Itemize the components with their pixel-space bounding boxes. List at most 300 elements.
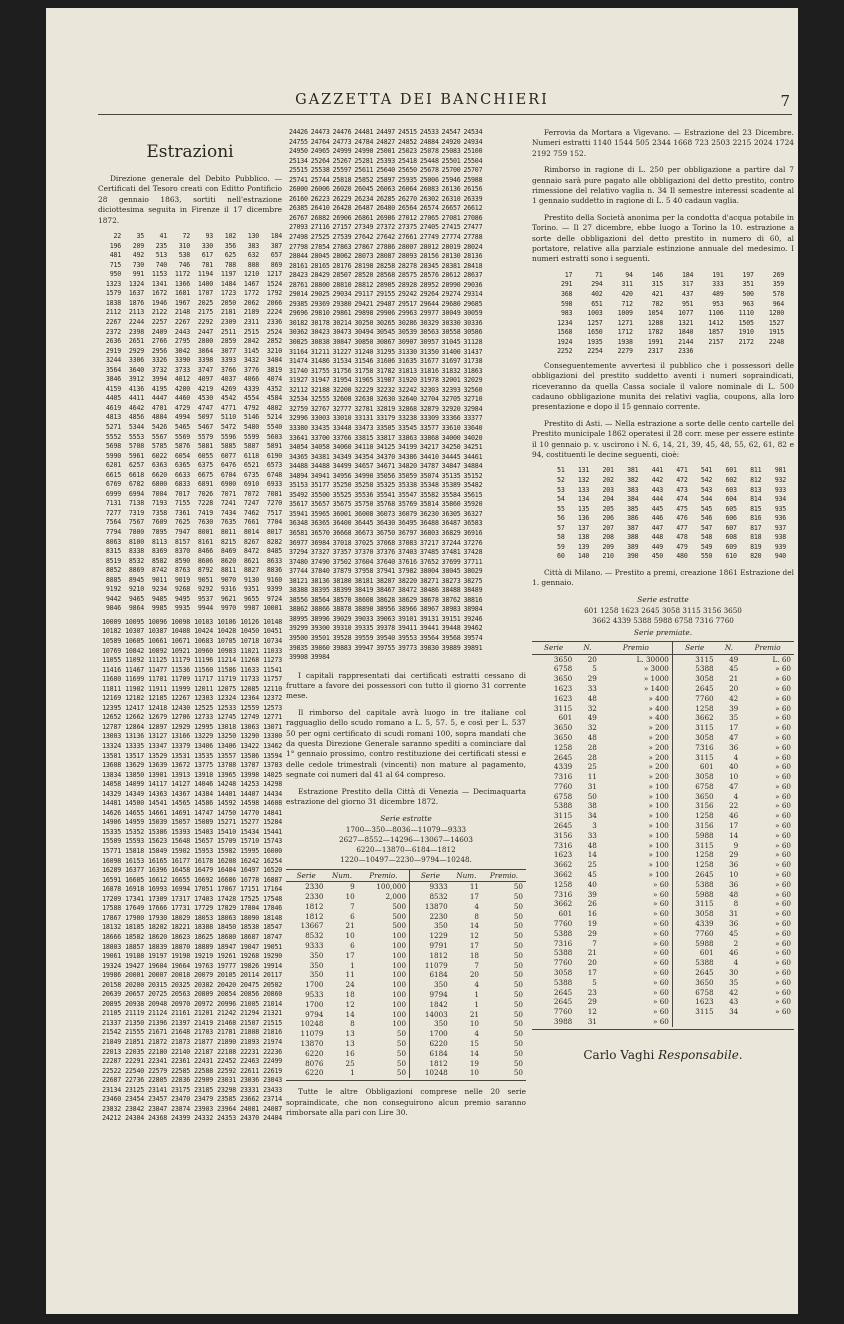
certificate-row	[98, 385, 282, 395]
certificate-number: 14046	[194, 780, 213, 789]
certificate-number: 33700	[310, 433, 330, 442]
certificate-number: 37604	[354, 557, 374, 566]
certificate-number: 16484	[217, 866, 236, 875]
certificate-number: 16396	[148, 866, 167, 875]
milano-prize-row	[532, 694, 794, 704]
milano-series-line: 601 1258 1623 2645 3058 3115 3156 3650	[584, 605, 742, 615]
venezia-prize-cell: 18	[345, 990, 355, 1000]
venezia-prize-cell: 50	[513, 999, 523, 1009]
certificate-number: 30329	[419, 318, 439, 327]
venezia-prize-row	[286, 1000, 526, 1010]
certificate-number: 31240	[354, 347, 374, 356]
certificate-number: 34199	[398, 443, 417, 452]
certificate-number: 130	[247, 232, 259, 241]
certificate-number: 37327	[310, 548, 330, 557]
certificate-number: 34000	[441, 433, 461, 442]
certificate-number: 29977	[419, 309, 439, 318]
certificate-number: 22013	[102, 1047, 121, 1056]
certificate-number: 20972	[194, 999, 213, 1008]
certificate-row	[98, 394, 282, 404]
asti-number: 546	[700, 514, 713, 523]
certificate-number: 14691	[171, 808, 190, 817]
venezia-prize-cell: 100	[392, 980, 407, 990]
torino-number: 598	[560, 299, 573, 308]
milano-prize-cell: 2645	[672, 968, 716, 978]
certificate-number: 15593	[125, 837, 144, 846]
certificate-number: 32630	[354, 395, 374, 404]
certificate-number: 5465	[174, 422, 190, 431]
certificate-number: 16918	[125, 885, 144, 894]
certificate-number: 5708	[128, 442, 144, 451]
asti-number: 446	[651, 514, 663, 523]
milano-notice: Città di Milano. — Prestito a premi, creazione 1861 Estrazione del 1. gennaio.	[532, 567, 794, 588]
certificate-row	[98, 790, 282, 800]
milano-prize-cell: 35	[729, 977, 739, 987]
certificate-number: 15982	[217, 847, 236, 856]
venezia-prize-cell: 14	[469, 1048, 479, 1058]
certificate-row	[286, 567, 526, 577]
torino-number: 951	[681, 299, 694, 308]
torino-number: 1110	[738, 309, 754, 318]
certificate-number: 8113	[151, 537, 167, 546]
certificate-number: 15818	[125, 847, 144, 856]
certificate-number: 33641	[288, 433, 308, 442]
certificate-number: 9944	[197, 604, 213, 613]
certificate-number: 3846	[105, 375, 121, 384]
certificate-number: 24426	[288, 128, 308, 136]
certificate-number: 32188	[310, 385, 330, 394]
certificate-row	[98, 904, 282, 914]
certificate-number: 5472	[220, 422, 236, 431]
certificate-number: 34058	[310, 443, 330, 452]
certificate-number: 12364	[240, 694, 259, 703]
venezia-prize-cell: 50	[513, 1029, 523, 1039]
milano-prize-cell: 28	[587, 742, 597, 752]
certificate-number: 8885	[105, 575, 121, 584]
certificate-number: 35250	[332, 481, 352, 490]
certificate-number: 8945	[128, 575, 144, 584]
debito-pubblico-intro: Direzione generale del Debito Pubblico. — Certificati del Tesoro creati con Editto Pontificio 28 gennaio 1863, sortiti nell'estrazione diciottesima seguita in Firenze il 17 dicembre 1872.	[98, 174, 282, 225]
certificate-number: 32704	[419, 395, 439, 404]
certificate-number: 3064	[197, 346, 213, 355]
certificate-row	[286, 243, 526, 253]
certificate-number: 37083	[398, 538, 417, 547]
certificate-row	[286, 319, 526, 329]
certificate-number: 25001	[376, 147, 396, 156]
certificate-number: 1792	[266, 289, 282, 298]
milano-prize-cell: » 60	[653, 1007, 669, 1017]
milano-prize-cell: 20	[587, 958, 597, 968]
milano-prize-cell: 5388	[553, 948, 573, 958]
certificate-number: 13018	[217, 722, 236, 731]
certificate-number: 17548	[263, 894, 282, 903]
certificate-number: 7800	[128, 527, 144, 536]
certificate-number: 9399	[266, 585, 282, 594]
certificate-number: 36079	[398, 509, 417, 518]
milano-prize-cell: 2	[733, 938, 739, 948]
milano-prize-cell: 28	[587, 752, 597, 762]
certificate-number: 30539	[398, 328, 417, 337]
certificate-number: 23134	[102, 1085, 121, 1094]
certificate-number: 12011	[194, 684, 213, 693]
certificate-number: 18870	[171, 942, 190, 951]
certificate-number: 15902	[171, 847, 190, 856]
milano-prize-cell: 3058	[553, 968, 573, 978]
certificate-number: 513	[155, 251, 167, 260]
certificate-number: 19777	[217, 961, 236, 970]
certificate-number: 9070	[220, 575, 236, 584]
certificate-number: 2066	[266, 298, 282, 307]
milano-prize-cell: L. 30000	[636, 654, 669, 664]
certificate-number: 22588	[194, 1066, 213, 1075]
torino-number: 500	[742, 289, 754, 298]
certificate-number: 20502	[263, 980, 282, 989]
certificate-number: 23298	[217, 1085, 236, 1094]
certificate-row	[286, 605, 526, 615]
certificate-number: 38556	[288, 595, 308, 604]
certificate-row	[98, 289, 282, 299]
certificate-number: 16178	[194, 856, 213, 865]
torino-number: 1857	[708, 328, 724, 337]
milano-prize-cell: 2645	[553, 987, 573, 997]
certificate-number: 13629	[125, 761, 144, 770]
certificate-row	[286, 644, 526, 654]
certificate-number: 24547	[441, 128, 461, 136]
certificate-number: 6365	[174, 461, 190, 470]
certificate-number: 6620	[151, 470, 167, 479]
certificate-number: 4066	[243, 375, 259, 384]
certificate-number: 32640	[398, 395, 417, 404]
certificate-number: 6363	[151, 461, 167, 470]
certificate-number: 7704	[266, 518, 282, 527]
certificate-number: 20475	[240, 980, 259, 989]
certificate-number: 18666	[102, 932, 121, 941]
certificate-number: 20657	[125, 990, 144, 999]
venezia-prize-cell: 6220	[305, 1048, 324, 1058]
certificate-number: 8869	[128, 566, 144, 575]
milano-prize-cell: 7760	[672, 929, 716, 939]
certificate-number: 28761	[288, 280, 308, 289]
certificate-number: 25597	[332, 166, 352, 175]
certificate-number: 35525	[332, 490, 352, 499]
certificate-number: 16612	[148, 875, 167, 884]
certificate-number: 2311	[243, 317, 259, 326]
certificate-number: 8315	[105, 547, 121, 556]
certificate-number: 22341	[148, 1057, 167, 1066]
asti-number: 386	[627, 514, 639, 523]
certificate-number: 17900	[125, 913, 144, 922]
milano-prize-cell: 36	[729, 919, 739, 929]
certificate-number: 4269	[220, 384, 236, 393]
certificate-number: 2372	[105, 327, 121, 336]
certificate-number: 21350	[125, 1018, 144, 1027]
milano-prize-cell: 7316	[553, 840, 573, 850]
certificate-number: 24370	[240, 1114, 259, 1123]
certificate-number: 10096	[148, 617, 167, 626]
certificate-number: 39501	[310, 633, 330, 642]
venezia-prize-cell: 13	[345, 1039, 355, 1049]
asti-row	[540, 514, 786, 524]
certificate-number: 12897	[148, 722, 167, 731]
torino-number: 1106	[708, 309, 724, 318]
certificate-number: 21337	[102, 1018, 121, 1027]
certificate-row	[98, 499, 282, 509]
venezia-prize-cell: 18	[469, 950, 479, 960]
certificate-row	[98, 818, 282, 828]
milano-prize-cell: 50	[587, 791, 597, 801]
certificate-number: 25946	[441, 175, 461, 184]
venezia-prize-row	[286, 951, 526, 961]
certificate-number: 26310	[441, 194, 461, 203]
milano-prize-cell: 31	[587, 781, 597, 791]
certificate-number: 16887	[263, 875, 282, 884]
certificate-number: 38029	[463, 567, 483, 576]
certificate-row	[98, 318, 282, 328]
certificate-number: 29014	[288, 290, 308, 299]
certificate-number: 19664	[171, 961, 190, 970]
certificate-number: 34990	[354, 471, 374, 480]
certificate-number: 37616	[398, 557, 417, 566]
certificate-number: 35769	[398, 500, 417, 509]
certificate-number: 34370	[376, 452, 396, 461]
certificate-number: 18839	[148, 942, 167, 951]
milano-prize-row	[532, 654, 794, 664]
venezia-prize-cell: 6220	[410, 1039, 451, 1049]
certificate-number: 12733	[194, 713, 213, 722]
certificate-number: 39883	[332, 643, 352, 652]
certificate-number: 4994	[174, 413, 190, 422]
certificate-number: 35059	[398, 471, 417, 480]
certificate-number: 11560	[194, 665, 213, 674]
certificate-number: 35965	[310, 509, 330, 518]
certificate-number: 21816	[263, 1028, 282, 1037]
certificate-number: 14586	[194, 799, 213, 808]
venezia-prize-row	[286, 980, 526, 990]
milano-prize-cell: » 60	[775, 830, 791, 840]
milano-prize-cell: 47	[729, 781, 739, 791]
certificate-number: 4136	[128, 384, 144, 393]
milano-prize-cell: 9	[733, 840, 739, 850]
certificate-number: 869	[270, 260, 282, 269]
asti-number: 134	[577, 495, 590, 504]
certificate-number: 4642	[128, 403, 144, 412]
certificate-number: 19268	[240, 952, 259, 961]
milano-prize-cell: 33	[587, 830, 597, 840]
asti-number: 474	[676, 495, 688, 504]
certificate-row	[98, 704, 282, 714]
milano-prize-cell: 45	[729, 928, 739, 938]
certificate-number: 28278	[398, 261, 417, 270]
asti-number: 935	[774, 504, 786, 513]
certificate-number: 30182	[288, 318, 308, 327]
certificate-number: 13594	[263, 751, 282, 760]
certificate-number: 35153	[288, 481, 308, 490]
certificate-number: 6118	[243, 451, 259, 460]
milano-prize-cell: 36	[729, 879, 739, 889]
torino-number: 191	[712, 270, 724, 279]
milano-prize-cell: 42	[729, 987, 739, 997]
certificate-number: 32996	[288, 414, 308, 423]
certificate-number: 1876	[128, 298, 144, 307]
certificate-number: 25267	[332, 156, 352, 165]
torino-number: 1910	[738, 328, 754, 337]
asti-number: 476	[676, 514, 688, 523]
certificate-number: 8466	[197, 547, 213, 556]
certificate-number: 36487	[441, 519, 461, 528]
certificate-number: 13166	[171, 732, 190, 741]
certificate-row	[98, 518, 282, 528]
certificate-number: 10892	[148, 646, 167, 655]
certificate-row	[98, 1009, 282, 1019]
asti-number: 381	[627, 466, 639, 475]
certificate-number: 13063	[240, 722, 259, 731]
certificate-number: 36430	[376, 519, 396, 528]
certificate-number: 5214	[266, 413, 282, 422]
certificate-number: 38995	[288, 614, 308, 623]
milano-prize-cell: » 60	[775, 732, 791, 742]
certificate-number: 26385	[288, 204, 308, 213]
certificate-number: 30362	[288, 328, 308, 337]
milano-prize-cell: 5	[592, 664, 597, 674]
certificate-row	[98, 637, 282, 647]
certificate-number: 19427	[125, 961, 144, 970]
signature-role: Responsabile.	[658, 1047, 743, 1062]
certificate-number: 6800	[151, 480, 167, 489]
certificate-number: 21294	[240, 1009, 259, 1018]
certificate-row	[286, 147, 526, 157]
certificate-number: 19914	[263, 961, 282, 970]
certificate-row	[98, 1114, 282, 1124]
certificate-row	[286, 395, 526, 405]
certificate-number: 38570	[332, 595, 352, 604]
asti-number: 815	[750, 504, 762, 513]
certificate-number: 29487	[376, 299, 396, 308]
certificate-number: 26083	[419, 185, 439, 194]
certificate-row	[98, 251, 282, 261]
certificate-number: 38004	[419, 567, 439, 576]
milano-prize-cell: » 60	[775, 909, 791, 919]
certificate-number: 35617	[288, 500, 308, 509]
certificate-number: 22909	[194, 1076, 213, 1085]
certificate-number: 31740	[288, 366, 308, 375]
certificate-number: 23479	[194, 1095, 213, 1104]
certificate-number: 5961	[128, 451, 144, 460]
venezia-prize-header: Premio.	[358, 869, 410, 882]
certificate-number: 5146	[243, 413, 259, 422]
certificate-number: 21893	[240, 1037, 259, 1046]
certificate-number: 13335	[125, 742, 144, 751]
venezia-prize-row	[286, 931, 526, 941]
certificate-number: 17666	[148, 904, 167, 913]
certificate-number: 18889	[194, 942, 213, 951]
asti-number: 471	[676, 466, 688, 475]
certificate-number: 34365	[288, 452, 308, 461]
certificate-number: 8338	[128, 547, 144, 556]
certificate-row	[98, 847, 282, 857]
asti-number: 940	[774, 552, 786, 561]
certificate-number: 38966	[398, 605, 417, 614]
certificate-number: 31635	[398, 357, 417, 366]
certificate-number: 25264	[310, 156, 330, 165]
certificate-number: 39773	[398, 643, 417, 652]
certificate-number: 26657	[441, 204, 461, 213]
milano-prize-cell: » 60	[775, 958, 791, 968]
certificate-number: 39908	[288, 653, 308, 662]
certificate-number: 4530	[197, 394, 213, 403]
certificate-number: 10769	[102, 646, 121, 655]
venezia-prize-cell: 15	[469, 1039, 479, 1049]
certificate-number: 21808	[240, 1028, 259, 1037]
milano-prize-cell: 7760	[672, 694, 716, 704]
milano-prize-cell	[717, 1017, 742, 1027]
certificate-number: 19219	[194, 952, 213, 961]
venezia-series-line: 1700—350—8036—11079—9333	[345, 824, 467, 834]
certificate-number: 30059	[463, 309, 483, 318]
certificate-number: 22585	[171, 1066, 190, 1075]
certificate-number: 9485	[151, 594, 167, 603]
certificate-number: 72	[182, 232, 190, 241]
milano-prize-cell: 601	[672, 948, 716, 958]
certificate-number: 4884	[151, 413, 167, 422]
certificate-number: 12430	[171, 703, 190, 712]
asti-number: 934	[774, 495, 786, 504]
milano-prize-cell: 1623	[553, 683, 573, 693]
certificate-number: 16993	[148, 885, 167, 894]
venezia-prize-row	[286, 970, 526, 980]
certificate-number: 32555	[310, 395, 330, 404]
milano-prize-cell: » 60	[653, 948, 669, 958]
certificate-number: 9051	[197, 575, 213, 584]
milano-prize-cell: » 60	[775, 938, 791, 948]
certificate-number: 16686	[217, 875, 236, 884]
asti-number: 479	[676, 542, 688, 551]
certificate-number: 14363	[148, 789, 167, 798]
certificate-row	[98, 1048, 282, 1058]
milano-prize-cell: 23	[587, 987, 597, 997]
certificate-number: 24497	[376, 128, 396, 136]
certificate-number: 16098	[102, 856, 121, 865]
certificate-number: 209	[132, 241, 144, 250]
certificate-number: 3390	[174, 356, 190, 365]
milano-prize-cell: 1623	[553, 850, 573, 860]
certificate-number: 11902	[125, 684, 144, 693]
asti-number: 609	[725, 542, 737, 551]
certificate-number: 6257	[128, 461, 144, 470]
certificate-number: 37640	[376, 557, 396, 566]
certificate-number: 4339	[243, 384, 259, 393]
certificate-row	[286, 481, 526, 491]
certificate-number: 6782	[128, 480, 144, 489]
milano-prize-cell: 6758	[672, 782, 716, 792]
certificate-number: 13290	[240, 732, 259, 741]
certificate-number: 4195	[151, 384, 167, 393]
certificate-row	[286, 634, 526, 644]
certificate-number: 4159	[105, 384, 121, 393]
certificate-number: 22236	[263, 1047, 282, 1056]
asti-number: 480	[676, 552, 688, 561]
milano-prize-cell: 14	[587, 850, 597, 860]
certificate-number: 5569	[174, 432, 190, 441]
asti-number: 207	[602, 523, 614, 532]
certificate-number: 5885	[220, 442, 236, 451]
certificate-number: 34250	[441, 443, 461, 452]
certificate-number: 18538	[240, 923, 259, 932]
venezia-prize-cell: 1	[350, 1068, 355, 1078]
certificate-number: 22540	[125, 1066, 144, 1075]
torino-number: 71	[594, 270, 603, 279]
certificate-number: 24476	[332, 128, 352, 136]
milano-prize-row	[532, 968, 794, 978]
